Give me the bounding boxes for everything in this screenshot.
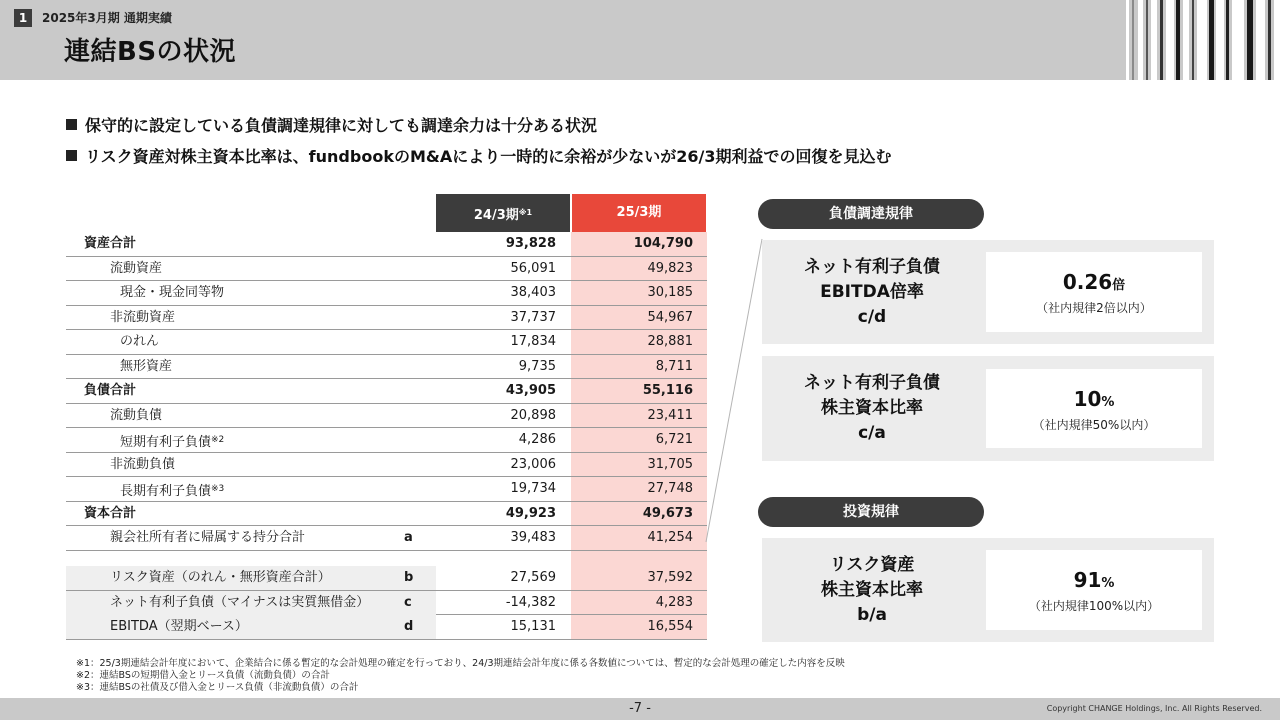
metric-label-line2: 株主資本比率: [821, 398, 923, 418]
cell-prev-year: 27,569: [510, 570, 556, 585]
row-label: [120, 355, 172, 379]
row-label-text: 短期有利子負債: [120, 435, 212, 450]
cell-prev-year: 15,131: [510, 619, 556, 634]
metric-value-box: [986, 550, 1202, 630]
section-subtitle: 2025年3月期 通期実績: [42, 11, 172, 25]
cell-current-year: 6,721: [655, 432, 693, 447]
row-label: [110, 591, 369, 615]
row-label: [120, 330, 159, 354]
table-row: [66, 330, 707, 355]
metric-rule-note: （社内規律2倍以内）: [1036, 301, 1152, 315]
row-label-text: 現金・現金同等物: [120, 285, 225, 300]
cell-current-year: 54,967: [647, 309, 693, 325]
footnote-3: ※3：連結BSの社債及び借入金とリース負債（非流動負債）の合計: [76, 682, 359, 693]
row-label-text: EBITDA（翌期ベース）: [110, 619, 248, 634]
header-bar: [0, 0, 1280, 80]
table-header-current-year: 25/3期: [572, 194, 706, 232]
cell-current-year: 8,711: [655, 358, 693, 374]
row-variable-code: b: [404, 570, 414, 585]
row-label-text: のれん: [120, 334, 160, 349]
row-label: [110, 404, 162, 428]
cell-prev-year: 17,834: [510, 334, 556, 349]
row-label: [110, 453, 175, 477]
cell-current-year: 37,592: [647, 570, 693, 585]
table-row: [66, 566, 707, 591]
table-row: [66, 526, 707, 551]
cell-prev-year: 20,898: [510, 407, 556, 423]
cell-prev-year: 19,734: [510, 481, 556, 496]
bullet-point-2: [66, 146, 891, 168]
footnote-2: ※2：連結BSの短期借入金とリース負債（流動負債）の合計: [76, 670, 330, 681]
cell-prev-year: 38,403: [510, 285, 556, 300]
metric-formula: c/d: [857, 307, 887, 327]
cell-current-year: 16,554: [647, 619, 693, 634]
cell-prev-year: -14,382: [505, 594, 556, 610]
cell-prev-year: 9,735: [518, 358, 556, 374]
cell-current-year: 28,881: [647, 334, 693, 349]
cell-current-year: 31,705: [647, 456, 693, 472]
metric-value: 91: [1073, 568, 1102, 592]
row-label: [84, 502, 136, 526]
row-label-text: 無形資産: [120, 358, 173, 374]
row-label-text: 負債合計: [84, 383, 137, 398]
row-label: [110, 615, 248, 639]
metric-card-net-debt-equity: [762, 356, 1214, 461]
cell-current-year: 55,116: [642, 383, 693, 398]
metric-card-risk-asset-equity: [762, 538, 1214, 642]
cell-prev-year: 56,091: [510, 260, 556, 276]
cell-prev-year: 93,828: [505, 236, 556, 251]
table-row: [66, 615, 707, 640]
metric-value-box: [986, 369, 1202, 448]
row-label-text: 親会社所有者に帰属する持分合計: [110, 530, 306, 545]
metric-formula: b/a: [857, 605, 887, 625]
investment-rules-heading: 投資規律: [758, 497, 984, 527]
row-label: [120, 281, 224, 305]
cell-prev-year: 37,737: [510, 309, 556, 325]
row-variable-code: c: [404, 594, 412, 610]
cell-prev-year: 23,006: [510, 456, 556, 472]
section-number-badge: 1: [14, 9, 32, 27]
metric-label-line1: リスク資産: [829, 555, 915, 575]
cell-prev-year: 43,905: [505, 383, 556, 398]
table-row: [66, 591, 707, 616]
cell-prev-year: 4,286: [518, 432, 556, 447]
bullet-point-1: [66, 115, 597, 137]
footnote-1: ※1：25/3期連結会計年度において、企業結合に係る暫定的な会計処理の確定を行っており、24/3期連結会計年度に係る各数値については、暫定的な会計処理の確定した内容を反映: [76, 658, 845, 669]
cell-current-year: 49,673: [642, 505, 693, 521]
metric-label-line1: ネット有利子負債: [804, 373, 940, 393]
metric-label: [762, 371, 982, 446]
copyright-text: Copyright CHANGE Holdings, Inc. All Rights Reserved.: [1046, 704, 1262, 713]
connector-lines: [700, 237, 770, 547]
row-footnote-mark: ※3: [211, 484, 225, 494]
footer-bar: [0, 698, 1280, 720]
metric-rule-note: （社内規律50%以内）: [1032, 418, 1156, 432]
page-title: 連結BSの状況: [64, 37, 237, 67]
table-row: [66, 355, 707, 380]
cell-current-year: 104,790: [633, 236, 693, 251]
row-label: [110, 566, 331, 590]
row-label: [120, 428, 224, 455]
metric-unit: 倍: [1112, 278, 1126, 293]
metric-value: 10: [1073, 387, 1102, 411]
page-number: -7 -: [629, 701, 651, 716]
row-label: [110, 306, 175, 330]
table-row: [66, 232, 707, 257]
table-row: [66, 281, 707, 306]
row-label-text: 流動負債: [110, 407, 163, 423]
cell-prev-year: 39,483: [510, 530, 556, 545]
square-bullet-icon: [66, 150, 77, 161]
table-row: [66, 502, 707, 527]
table-row: [66, 453, 707, 478]
row-label-text: 流動資産: [110, 260, 163, 276]
row-label-text: 資産合計: [84, 236, 137, 251]
cell-current-year: 30,185: [647, 285, 693, 300]
row-label: [84, 379, 136, 403]
row-label: [120, 477, 224, 504]
metric-unit: %: [1101, 395, 1115, 410]
square-bullet-icon: [66, 119, 77, 130]
row-label-text: リスク資産（のれん・無形資産合計）: [110, 570, 331, 585]
row-label: [84, 232, 136, 256]
row-label-text: 資本合計: [84, 505, 137, 521]
cell-current-year: 23,411: [647, 407, 693, 423]
table-row: [66, 477, 707, 502]
metric-unit: %: [1101, 576, 1115, 591]
row-label: [110, 257, 162, 281]
table-row: [66, 404, 707, 429]
table-row: [66, 306, 707, 331]
table-row: [66, 428, 707, 453]
metric-value-box: [986, 252, 1202, 332]
cell-current-year: 41,254: [647, 530, 693, 545]
row-variable-code: d: [404, 619, 414, 634]
bullet-text-2: リスク資産対株主資本比率は、fundbookのM&Aにより一時的に余裕が少ないが26/3期利益での回復を見込む: [85, 147, 892, 166]
cell-current-year: 49,823: [647, 260, 693, 276]
metric-card-net-debt-ebitda: [762, 240, 1214, 344]
metric-formula: c/a: [858, 423, 886, 443]
metric-value: 0.26: [1062, 270, 1113, 294]
metric-label-line2: 株主資本比率: [821, 580, 923, 600]
debt-rules-heading: 負債調達規律: [758, 199, 984, 229]
row-label-text: 長期有利子負債: [120, 484, 212, 499]
prev-year-footnote-mark: ※1: [518, 208, 533, 217]
metric-label-line1: ネット有利子負債: [804, 257, 940, 277]
table-row: [66, 379, 707, 404]
row-label: [110, 526, 305, 550]
row-label-text: 非流動資産: [110, 309, 176, 325]
row-label-text: 非流動負債: [110, 456, 176, 472]
metric-label: [762, 255, 982, 330]
cell-current-year: 4,283: [655, 594, 693, 610]
footnotes: [76, 658, 845, 694]
row-label-text: ネット有利子負債（マイナスは実質無借金）: [110, 594, 370, 610]
barcode-stripes-decoration: [1108, 0, 1280, 80]
row-footnote-mark: ※2: [211, 435, 225, 445]
bullet-text-1: 保守的に設定している負債調達規律に対しても調達余力は十分ある状況: [85, 116, 598, 135]
table-header-prev-year: [436, 194, 570, 232]
row-variable-code: a: [404, 530, 413, 545]
metric-rule-note: （社内規律100%以内）: [1028, 599, 1160, 613]
prev-year-label: 24/3期: [473, 208, 519, 223]
table-row: [66, 257, 707, 282]
cell-current-year: 27,748: [647, 481, 693, 496]
metric-label: [762, 553, 982, 628]
cell-prev-year: 49,923: [505, 505, 556, 521]
metric-label-line2: EBITDA倍率: [820, 282, 924, 302]
